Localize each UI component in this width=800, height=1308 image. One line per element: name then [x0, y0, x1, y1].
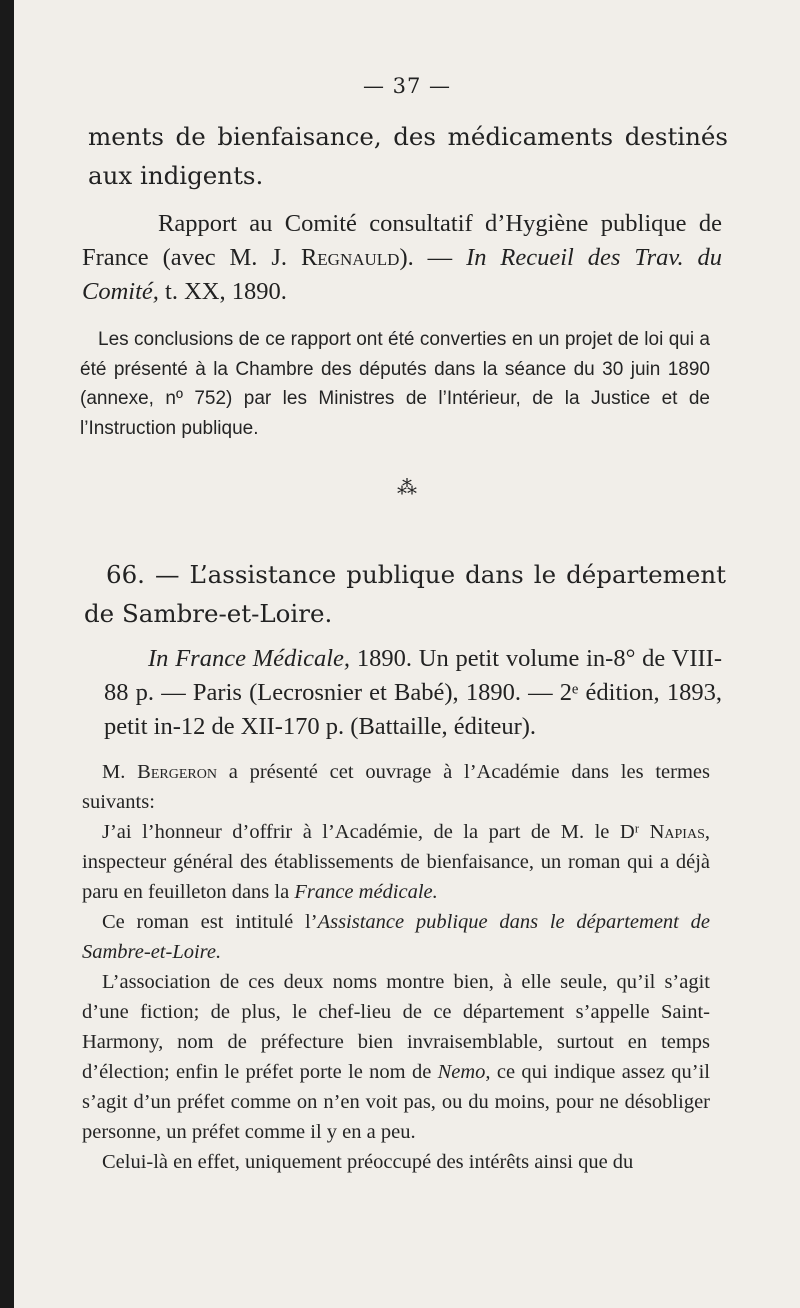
conclusions-paragraph [80, 325, 710, 443]
publication-rest: 1890. Un petit volume in-8° de VIII-88 p. — Paris (Lecrosnier et Babé), 1890. — 2ᵉ édition, 1893, petit in-12 de XII-170 p. (Battaille, éditeur). [104, 645, 722, 740]
academy-paragraph-5 [82, 1147, 710, 1177]
academy-p1-name: Bergeron [137, 761, 217, 783]
academy-p4-b: ce qui indique assez qu’il s’agit d’un préfet comme on n’en voit pas, ou du moins, pour ne désobliger personne, un préfet comme il y en a peu. [82, 1061, 710, 1143]
academy-p4-name: Nemo, [437, 1061, 491, 1083]
academy-p1-a: M. [102, 761, 138, 783]
report-source: In Recueil des Trav. du Comité, [82, 244, 722, 305]
academy-p3-title: Assistance publique dans le département de Sambre-et-Loire. [82, 911, 710, 963]
report-author: Regnauld [300, 244, 400, 271]
academy-paragraph-1 [82, 757, 710, 817]
book-page [14, 0, 800, 1308]
academy-p3-a: Ce roman est intitulé l’ [102, 911, 318, 933]
entry-heading [84, 555, 726, 633]
academy-p2-b: , inspecteur général des établissements de bienfaisance, un roman qui a déjà paru en feuilleton dans la [82, 821, 710, 903]
scan-border [0, 0, 14, 1308]
report-text-2: ). — [399, 244, 467, 271]
continuation-text [88, 117, 728, 195]
academy-p2-name: Napias [649, 821, 705, 843]
continuation-text-content: ments de bienfaisance, des médicaments destinés aux indigents. [88, 122, 728, 190]
report-text-3: t. XX, 1890. [158, 278, 287, 305]
conclusions-text: Les conclusions de ce rapport ont été converties en un projet de loi qui a été présenté à la Chambre des députés dans la séance du 30 juin 1890 (annexe, nº 752) par les Ministres de l’Intérieur, de la Justice et de l’Instruction publique. [80, 329, 710, 439]
academy-p2-a: J’ai l’honneur d’offrir à l’Académie, de la part de M. le Dʳ [102, 821, 650, 843]
entry-heading-text: 66. — L’assistance publique dans le département de Sambre-et-Loire. [84, 560, 726, 628]
publication-details [104, 642, 722, 744]
asterism-separator: ⁂ [397, 475, 417, 499]
report-text-1: Rapport au Comité consultatif d’Hygiène publique de France (avec M. J. [82, 210, 722, 271]
academy-p2-journal: France médicale. [294, 881, 438, 903]
academy-report [82, 757, 710, 1177]
academy-paragraph-2 [82, 817, 710, 907]
academy-p4-a: L’association de ces deux noms montre bien, à elle seule, qu’il s’agit d’une fiction; de plus, le chef-lieu de ce département s’appelle Saint-Harmony, nom de préfecture bien invraisemblable, surtout en temps d’élection; enfin le préfet porte le nom de [82, 971, 710, 1083]
publication-source: In France Médicale, [148, 645, 351, 672]
academy-paragraph-4 [82, 967, 710, 1147]
page-number: — 37 — [362, 74, 452, 98]
academy-p5: Celui-là en effet, uniquement préoccupé des intérêts ainsi que du [102, 1151, 634, 1173]
academy-p1-b: a présenté cet ouvrage à l’Académie dans les termes suivants: [82, 761, 710, 813]
academy-paragraph-3 [82, 907, 710, 967]
report-reference [82, 207, 722, 309]
